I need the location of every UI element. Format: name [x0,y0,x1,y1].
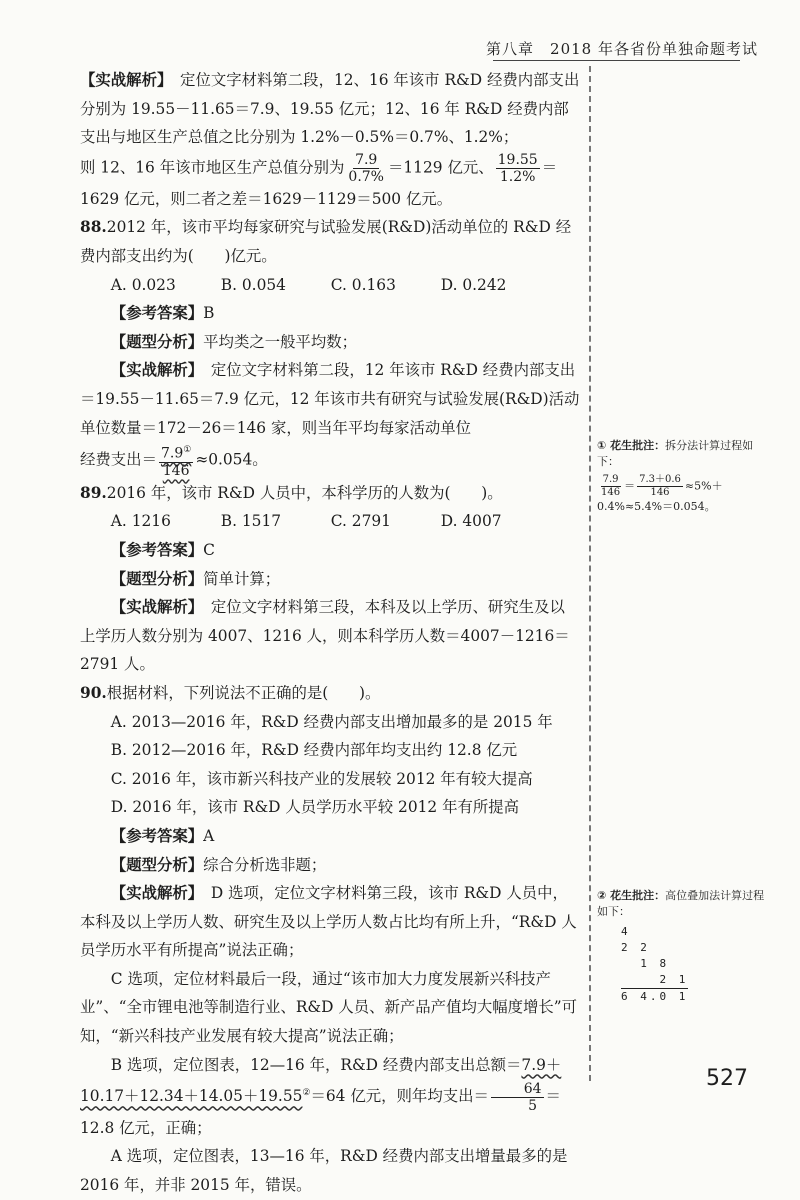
options-88 [80,271,580,300]
page-number: 527 [706,1066,748,1091]
option: C. 2016 年，该市新兴科技产业的发展较 2012 年有较大提高 [110,769,533,788]
answer-88: 【参考答案】B [110,304,215,323]
addition-calculation: 4 2 2 1 8 2 1 6 4.0 1 [621,925,689,1003]
running-header: 第八章 2018 年各省份单独命题考试 [486,40,758,58]
analysis-90-b: B 选项，定位图表，12—16 年，R&D 经费内部支出总额＝7.9＋10.17＋12.34＋14.05＋19.55②＝64 亿元，则年均支出＝ $\frac{64}{5}$ ＝12.8 亿元，正确； [80,1055,562,1137]
question-stem: 2012 年，该市平均每家研究与试验发展(R&D)活动单位的 R&D 经费内部支出约为( )亿元。 [80,218,572,265]
analysis-90-d: 【实战解析】 D 选项，定位文字材料第三段，该市 R&D 人员中，本科及以上学历人数、研究生及以上学历人数占比均有所上升，“R&D 人员学历水平有所提高”说法正确； [80,884,577,960]
option: D. 4007 [440,512,502,531]
analysis-88-end: 经费支出＝ $\frac{7.9^①}{146}$ ≈0.054。 [80,442,580,479]
fraction: $\frac{64}{5}$ [491,1081,544,1114]
answer-90: 【参考答案】A [110,826,215,845]
side-note-1: ① 花生批注：拆分法计算过程如下： $\frac{7.9}{146}$ ＝ $\frac{7.3+0.6}{146}$ ≈5%＋0.4%≈5.4%＝0.054。 [597,439,754,513]
analysis-label: 【实战解析】 [80,71,165,89]
top-analysis: 【实战解析】 定位文字材料第二段，12、16 年该市 R&D 经费内部支出分别为 19.55－11.65＝7.9、19.55 亿元；12、16 年 R&D 经费内部支出与地区生产总值之比分别为 1.2%－0.5%＝0.7%、1.2%； [80,71,580,147]
fraction: $\frac{7.9^①}{146}$ [159,442,193,479]
side-note-2: ② 花生批注：高位叠加法计算过程如下： [597,889,765,918]
analysis-88: 【实战解析】 定位文字材料第二段，12 年该市 R&D 经费内部支出＝19.55－11.65＝7.9 亿元，12 年该市共有研究与试验发展(R&D)活动单位数量＝172－26＝146 家，则当年平均每家活动单位 [80,361,580,437]
main-column [80,66,580,1200]
type-89: 【题型分析】简单计算； [110,569,281,588]
top-analysis-line3: 1629 亿元，则二者之差＝1629－1129＝500 亿元。 [80,189,453,208]
header-rule [493,60,740,61]
option: C. 2791 [330,512,391,531]
top-analysis-line2: 则 12、16 年该市地区生产总值分别为 $\frac{7.9}{0.7\%}$ ＝1129 亿元、 $\frac{19.55}{1.2\%}$ ＝ [80,151,558,185]
question-90: 90.根据材料，下列说法不正确的是( )。 [80,683,381,702]
type-90: 【题型分析】综合分析选非题； [110,855,327,874]
type-88: 【题型分析】平均类之一般平均数； [110,332,358,351]
options-89 [80,507,580,536]
fraction: $\frac{7.9}{0.7\%}$ [348,151,384,185]
margin-divider [589,66,591,1081]
fraction: $\frac{7.3+0.6}{146}$ [639,474,681,498]
question-number: 88. [80,218,107,237]
fraction: $\frac{19.55}{1.2\%}$ [497,151,538,185]
question-88 [80,213,580,270]
option: C. 0.163 [330,275,396,294]
option: D. 2016 年，该市 R&D 人员学历水平较 2012 年有所提高 [110,798,520,817]
option: B. 2012—2016 年，R&D 经费内部年均支出约 12.8 亿元 [110,741,518,760]
analysis-89: 【实战解析】 定位文字材料第三段，本科及以上学历、研究生及以上学历人数分别为 4007、1216 人，则本科学历人数＝4007－1216＝2791 人。 [80,598,570,674]
fraction: $\frac{7.9}{146}$ [601,474,621,498]
option: B. 0.054 [220,275,286,294]
answer-89: 【参考答案】C [110,540,215,559]
option: A. 1216 [110,512,171,531]
option: A. 2013—2016 年，R&D 经费内部支出增加最多的是 2015 年 [110,712,553,731]
option: D. 0.242 [440,275,507,294]
option: A. 0.023 [110,275,176,294]
analysis-90-a: A 选项，定位图表，13—16 年，R&D 经费内部支出增量最多的是 2016 年，并非 2015 年，错误。 [80,1147,568,1195]
question-89: 89.2016 年，该市 R&D 人员中，本科学历的人数为( )。 [80,483,503,502]
analysis-90-c: C 选项，定位材料最后一段，通过“该市加大力度发展新兴科技产业”、“全市锂电池等制造行业、R&D 人员、新产品产值均大幅度增长”可知，“新兴科技产业发展有较大提高”说法正确； [80,969,578,1046]
option: B. 1517 [220,512,282,531]
